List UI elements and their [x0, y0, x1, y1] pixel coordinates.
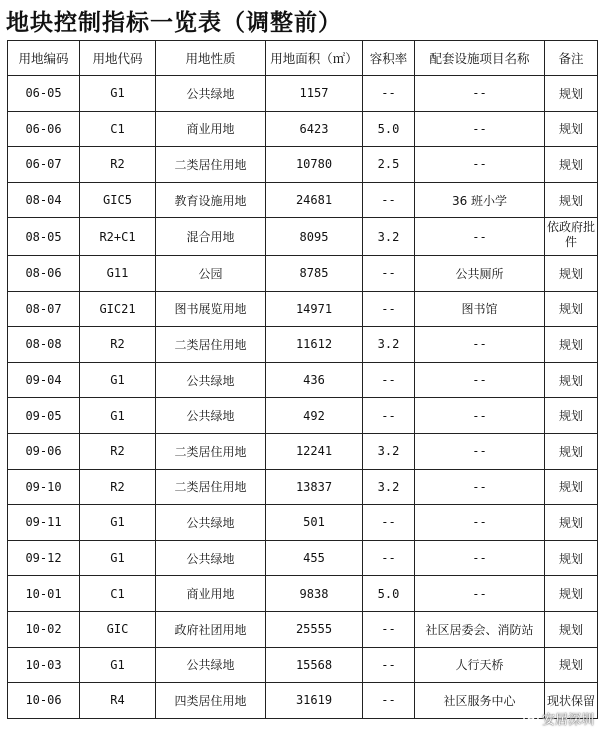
remark-cell: 现状保留 — [545, 683, 598, 719]
remark-cell: 规划 — [545, 469, 598, 505]
far-cell: -- — [363, 182, 415, 218]
land-use-cell: 二类居住用地 — [156, 147, 266, 183]
land-code-cell: G11 — [80, 255, 156, 291]
land-code-cell: G1 — [80, 647, 156, 683]
header-land-number: 用地编码 — [8, 41, 80, 76]
header-far: 容积率 — [363, 41, 415, 76]
land-use-cell: 四类居住用地 — [156, 683, 266, 719]
table-row — [8, 182, 598, 218]
facility-name-cell: 公共厕所 — [415, 255, 545, 291]
far-cell: -- — [363, 255, 415, 291]
land-area-cell: 25555 — [266, 611, 363, 647]
table-row — [8, 505, 598, 541]
table-row — [8, 576, 598, 612]
far-cell: 3.2 — [363, 218, 415, 256]
table-row — [8, 362, 598, 398]
remark-cell: 规划 — [545, 147, 598, 183]
far-cell: 5.0 — [363, 111, 415, 147]
land-code-cell: R2 — [80, 433, 156, 469]
land-area-cell: 14971 — [266, 291, 363, 327]
facility-name-cell: -- — [415, 76, 545, 112]
land-area-cell: 1157 — [266, 76, 363, 112]
land-control-index-table — [7, 40, 598, 719]
table-row — [8, 291, 598, 327]
far-cell: 3.2 — [363, 433, 415, 469]
remark-cell: 依政府批件 — [545, 218, 598, 256]
facility-name-cell: -- — [415, 327, 545, 363]
land-use-cell: 商业用地 — [156, 111, 266, 147]
land-use-cell: 公共绿地 — [156, 505, 266, 541]
land-code-cell: G1 — [80, 540, 156, 576]
far-cell: 2.5 — [363, 147, 415, 183]
remark-cell: 规划 — [545, 540, 598, 576]
land-number-cell: 10-02 — [8, 611, 80, 647]
far-cell: -- — [363, 647, 415, 683]
land-use-cell: 公园 — [156, 255, 266, 291]
table-row — [8, 76, 598, 112]
land-code-cell: R2 — [80, 147, 156, 183]
land-use-cell: 政府社团用地 — [156, 611, 266, 647]
far-cell: -- — [363, 398, 415, 434]
land-area-cell: 6423 — [266, 111, 363, 147]
land-code-cell: G1 — [80, 398, 156, 434]
far-cell: -- — [363, 76, 415, 112]
header-remark: 备注 — [545, 41, 598, 76]
land-use-cell: 公共绿地 — [156, 76, 266, 112]
land-code-cell: R2 — [80, 469, 156, 505]
facility-name-cell: -- — [415, 540, 545, 576]
land-number-cell: 08-04 — [8, 182, 80, 218]
land-code-cell: R2 — [80, 327, 156, 363]
remark-cell: 规划 — [545, 505, 598, 541]
far-cell: -- — [363, 505, 415, 541]
facility-name-cell: -- — [415, 147, 545, 183]
land-code-cell: C1 — [80, 576, 156, 612]
land-area-cell: 436 — [266, 362, 363, 398]
remark-cell: 规划 — [545, 182, 598, 218]
land-area-cell: 31619 — [266, 683, 363, 719]
facility-name-cell: -- — [415, 505, 545, 541]
table-row — [8, 218, 598, 256]
land-area-cell: 10780 — [266, 147, 363, 183]
land-use-cell: 公共绿地 — [156, 362, 266, 398]
land-number-cell: 09-04 — [8, 362, 80, 398]
land-use-cell: 公共绿地 — [156, 647, 266, 683]
watermark — [523, 709, 594, 728]
land-number-cell: 09-12 — [8, 540, 80, 576]
remark-cell: 规划 — [545, 255, 598, 291]
table-row — [8, 147, 598, 183]
table-row — [8, 540, 598, 576]
land-number-cell: 08-07 — [8, 291, 80, 327]
facility-name-cell: -- — [415, 433, 545, 469]
land-area-cell: 24681 — [266, 182, 363, 218]
land-use-cell: 二类居住用地 — [156, 433, 266, 469]
table-row — [8, 611, 598, 647]
land-area-cell: 13837 — [266, 469, 363, 505]
facility-name-cell: -- — [415, 362, 545, 398]
facility-name-cell: 社区服务中心 — [415, 683, 545, 719]
land-code-cell: R4 — [80, 683, 156, 719]
remark-cell: 规划 — [545, 398, 598, 434]
land-number-cell: 09-10 — [8, 469, 80, 505]
land-use-cell: 图书展览用地 — [156, 291, 266, 327]
land-number-cell: 09-11 — [8, 505, 80, 541]
land-use-cell: 公共绿地 — [156, 540, 266, 576]
land-use-cell: 二类居住用地 — [156, 327, 266, 363]
wechat-official-account-icon — [523, 711, 539, 727]
remark-cell: 规划 — [545, 362, 598, 398]
land-number-cell: 08-08 — [8, 327, 80, 363]
land-code-cell: G1 — [80, 505, 156, 541]
facility-name-cell: 36 班小学 — [415, 182, 545, 218]
land-code-cell: GIC5 — [80, 182, 156, 218]
facility-name-cell: -- — [415, 218, 545, 256]
land-area-cell: 15568 — [266, 647, 363, 683]
table-row — [8, 327, 598, 363]
facility-name-cell: -- — [415, 469, 545, 505]
far-cell: -- — [363, 611, 415, 647]
land-number-cell: 10-01 — [8, 576, 80, 612]
header-land-code: 用地代码 — [80, 41, 156, 76]
table-row — [8, 111, 598, 147]
remark-cell: 规划 — [545, 647, 598, 683]
remark-cell: 规划 — [545, 611, 598, 647]
facility-name-cell: 图书馆 — [415, 291, 545, 327]
land-number-cell: 10-06 — [8, 683, 80, 719]
table-row — [8, 255, 598, 291]
remark-cell: 规划 — [545, 76, 598, 112]
facility-name-cell: 人行天桥 — [415, 647, 545, 683]
land-number-cell: 08-06 — [8, 255, 80, 291]
facility-name-cell: 社区居委会、消防站 — [415, 611, 545, 647]
land-code-cell: C1 — [80, 111, 156, 147]
far-cell: 3.2 — [363, 469, 415, 505]
land-code-cell: G1 — [80, 76, 156, 112]
remark-cell: 规划 — [545, 576, 598, 612]
land-area-cell: 455 — [266, 540, 363, 576]
far-cell: -- — [363, 683, 415, 719]
land-area-cell: 11612 — [266, 327, 363, 363]
watermark-text: 安居深圳 — [541, 713, 594, 728]
land-number-cell: 09-05 — [8, 398, 80, 434]
header-land-area: 用地面积（㎡） — [266, 41, 363, 76]
land-use-cell: 公共绿地 — [156, 398, 266, 434]
table-row — [8, 433, 598, 469]
land-number-cell: 06-05 — [8, 76, 80, 112]
facility-name-cell: -- — [415, 576, 545, 612]
land-code-cell: GIC21 — [80, 291, 156, 327]
land-use-cell: 商业用地 — [156, 576, 266, 612]
header-land-use: 用地性质 — [156, 41, 266, 76]
far-cell: 5.0 — [363, 576, 415, 612]
land-code-cell: GIC — [80, 611, 156, 647]
land-number-cell: 06-06 — [8, 111, 80, 147]
remark-cell: 规划 — [545, 291, 598, 327]
land-number-cell: 06-07 — [8, 147, 80, 183]
land-area-cell: 8095 — [266, 218, 363, 256]
land-area-cell: 492 — [266, 398, 363, 434]
header-facility-name: 配套设施项目名称 — [415, 41, 545, 76]
table-row — [8, 647, 598, 683]
remark-cell: 规划 — [545, 433, 598, 469]
table-row — [8, 469, 598, 505]
land-code-cell: R2+C1 — [80, 218, 156, 256]
land-code-cell: G1 — [80, 362, 156, 398]
land-area-cell: 501 — [266, 505, 363, 541]
land-use-cell: 二类居住用地 — [156, 469, 266, 505]
land-use-cell: 教育设施用地 — [156, 182, 266, 218]
land-number-cell: 10-03 — [8, 647, 80, 683]
land-area-cell: 12241 — [266, 433, 363, 469]
table-header-row — [8, 41, 598, 76]
table-row — [8, 683, 598, 719]
far-cell: 3.2 — [363, 327, 415, 363]
facility-name-cell: -- — [415, 398, 545, 434]
far-cell: -- — [363, 540, 415, 576]
facility-name-cell: -- — [415, 111, 545, 147]
land-area-cell: 8785 — [266, 255, 363, 291]
remark-cell: 规划 — [545, 111, 598, 147]
far-cell: -- — [363, 291, 415, 327]
land-use-cell: 混合用地 — [156, 218, 266, 256]
page-title: 地块控制指标一览表（调整前） — [6, 10, 342, 36]
land-number-cell: 09-06 — [8, 433, 80, 469]
land-number-cell: 08-05 — [8, 218, 80, 256]
far-cell: -- — [363, 362, 415, 398]
table-row — [8, 398, 598, 434]
land-area-cell: 9838 — [266, 576, 363, 612]
remark-cell: 规划 — [545, 327, 598, 363]
